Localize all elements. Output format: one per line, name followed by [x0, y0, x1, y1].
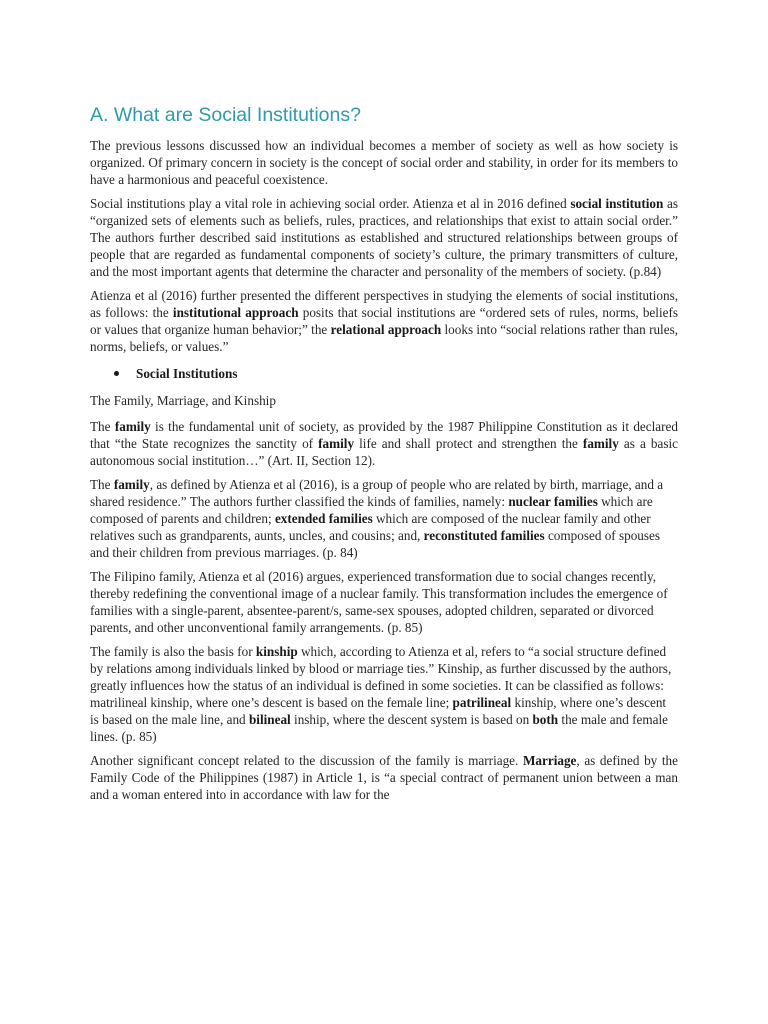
document-body: [90, 103, 678, 810]
text-run: posits that social institutions are “ordered sets of rules, norms, beliefs or values that organize human behavior;” the: [90, 305, 678, 337]
text-run: kinship, where one’s descent is based on the male line, and: [90, 695, 667, 727]
paragraph-perspectives: [90, 287, 678, 355]
text-run: as a basic autonomous social institution…” (Art. II, Section 12).: [90, 436, 679, 468]
paragraph-kinship: [90, 643, 678, 745]
bold-term-marriage: Marriage: [522, 753, 577, 768]
text-run: , as defined by Atienza et al (2016), is a group of people who are related by birth, marriage, and a shared residence.” The authors further classified the kinds of families, namely:: [90, 477, 664, 509]
bold-term-kinship: kinship: [255, 644, 298, 659]
text-run: which are composed of parents and children;: [90, 494, 653, 526]
bold-term-family: family: [582, 436, 619, 451]
paragraph-family-kinds: [90, 476, 678, 561]
bold-term-reconstituted-families: reconstituted families: [423, 528, 545, 543]
text-run: The: [90, 419, 115, 434]
paragraph-family-constitution: [90, 418, 678, 469]
text-run: inship, where the descent system is based on: [290, 712, 533, 727]
bold-term-extended-families: extended families: [274, 511, 373, 526]
paragraph-intro: The previous lessons discussed how an individual becomes a member of society as well as how society is organized. Of primary concern in society is the concept of social order and stability, in order for its members to have a harmonious and peaceful coexistence.: [90, 138, 678, 187]
bold-term-patrilineal: patrilineal: [452, 695, 512, 710]
text-run: which are composed of the nuclear family and other relatives such as grandparents, aunts, uncles, and cousins; and,: [90, 511, 651, 543]
subheading-family-marriage-kinship: The Family, Marriage, and Kinship: [90, 393, 276, 408]
text-run: is the fundamental unit of society, as provided by the 1987 Philippine Constitution as it declared that “the State recognizes the sanctity of: [90, 419, 678, 451]
paragraph-filipino-family: The Filipino family, Atienza et al (2016) argues, experienced transformation due to social changes recently, thereby redefining the conventional image of a nuclear family. This transformation includes the emergence of families with a single-parent, absentee-parent/s, same-sex spouses, adopted children, separated or divorced parents, and other unconventional family arrangements. (p. 85): [90, 569, 668, 635]
bold-term-institutional-approach: institutional approach: [172, 305, 299, 320]
bullet-item-social-institutions: [114, 365, 678, 382]
bold-term-relational-approach: relational approach: [330, 322, 442, 337]
text-run: composed of spouses and their children from previous marriages. (p. 84): [90, 528, 661, 560]
text-run: life and shall protect and strengthen the: [354, 436, 583, 451]
bold-term-family: family: [113, 477, 150, 492]
text-run: the male and female lines. (p. 85): [90, 712, 668, 744]
text-run: Another significant concept related to the discussion of the family is marriage.: [90, 753, 523, 768]
bold-term-family: family: [114, 419, 151, 434]
text-run: , as defined by the Family Code of the Philippines (1987) in Article 1, is “a special contract of permanent union between a man and a woman entered into in accordance with law for the: [90, 753, 678, 802]
bullet-dot-icon: [114, 371, 119, 376]
paragraph-social-institution-definition: [90, 195, 678, 280]
bold-term-social-institution: social institution: [570, 196, 664, 211]
text-run: as “organized sets of elements such as beliefs, rules, practices, and relationships that exist to attain social order.” The authors further described said institutions as established and structured relationships between groups of people that are regarded as fundamental components of society’s culture, the primary transmitters of culture, and the most important agents that determine the character and personality of the members of society. (p.84): [90, 196, 678, 279]
text-run: which, according to Atienza et al, refers to “a social structure defined by relations among individuals linked by blood or marriage ties.” Kinship, as further discussed by the authors, greatly influences how the status of an individual is defined in some societies. It can be classified as follows: matrilineal kinship, where one’s descent is based on the female line;: [90, 644, 672, 710]
paragraph-marriage: [90, 752, 678, 803]
bold-term-family: family: [318, 436, 355, 451]
bullet-label: Social Institutions: [136, 366, 238, 381]
section-heading: A. What are Social Institutions?: [90, 104, 361, 126]
bullet-list: [90, 365, 678, 382]
bold-term-nuclear-families: nuclear families: [508, 494, 598, 509]
text-run: Atienza et al (2016) further presented the different perspectives in studying the elements of social institutions, as follows: the: [90, 288, 678, 320]
text-run: The: [90, 477, 114, 492]
text-run: looks into “social relations rather than rules, norms, beliefs, or values.”: [90, 322, 679, 354]
bold-term-both: both: [532, 712, 559, 727]
text-run: The family is also the basis for: [90, 644, 256, 659]
text-run: Social institutions play a vital role in achieving social order. Atienza et al in 2016 defined: [90, 196, 571, 211]
bold-term-bilineal: bilineal: [248, 712, 291, 727]
